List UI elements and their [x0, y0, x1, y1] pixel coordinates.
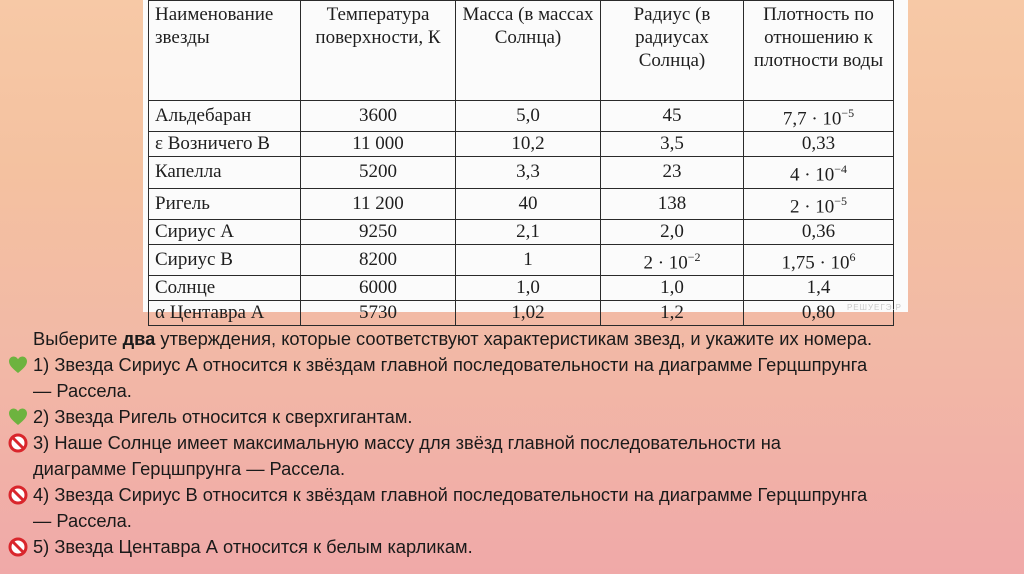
task-intro: Выберите два утверждения, которые соответствуют характеристикам звезд, и укажите их номера.	[33, 328, 873, 349]
table-row	[149, 301, 894, 326]
mass-cell: 3,3	[456, 157, 601, 188]
mass-cell: 1,02	[456, 301, 601, 326]
star-name-cell: Ригель	[149, 188, 301, 219]
radius-cell: $2 \cdot 10^{-2}$	[601, 244, 744, 275]
star-table-image	[143, 0, 908, 324]
statement-text: 5) Звезда Центавра А относится к белым карликам.	[33, 536, 473, 557]
statement-text: 2) Звезда Ригель относится к сверхгигантам.	[33, 406, 413, 427]
star-name-cell: Капелла	[149, 157, 301, 188]
table-header-row	[149, 1, 894, 101]
watermark: РЕШУЕГЭ.Р	[846, 303, 902, 312]
mass-cell: 1	[456, 244, 601, 275]
star-name-cell: ε Возничего В	[149, 132, 301, 157]
density-cell: 1,4	[744, 276, 894, 301]
table-row	[149, 132, 894, 157]
temperature-cell: 9250	[301, 219, 456, 244]
exponent: −5	[834, 193, 848, 208]
radius-cell: 45	[601, 101, 744, 132]
radius-cell: 1,2	[601, 301, 744, 326]
radius-cell: 1,0	[601, 276, 744, 301]
table-row	[149, 188, 894, 219]
density-cell: $1,75 \cdot 10^6$	[744, 244, 894, 275]
statement-text: 3) Наше Солнце имеет максимальную массу для звёзд главной последовательности на	[33, 432, 781, 453]
density-cell: 0,33	[744, 132, 894, 157]
temperature-cell: 11 200	[301, 188, 456, 219]
mass-cell: 2,1	[456, 219, 601, 244]
table-row	[149, 157, 894, 188]
mass-cell: 5,0	[456, 101, 601, 132]
table-row	[149, 276, 894, 301]
star-table	[148, 0, 894, 326]
exponent: −5	[841, 106, 855, 120]
statement-item	[8, 534, 1018, 560]
table-row	[149, 244, 894, 275]
statement-text: 4) Звезда Сириус В относится к звёздам главной последовательности на диаграмме Герцшпрунга	[33, 484, 868, 505]
star-name-cell: Солнце	[149, 276, 301, 301]
header-name: Наименование звезды	[149, 1, 301, 101]
temperature-cell: 3600	[301, 101, 456, 132]
radius-cell: 2,0	[601, 219, 744, 244]
mass-cell: 10,2	[456, 132, 601, 157]
table-row	[149, 101, 894, 132]
exponent: −4	[834, 162, 848, 177]
statement-text-continued: — Рассела.	[33, 510, 132, 531]
exponent: −2	[687, 249, 701, 264]
density-cell: $4 \cdot 10^{-4}$	[744, 157, 894, 188]
green-heart-icon	[8, 355, 28, 375]
exponent: 6	[849, 249, 856, 264]
radius-cell: 23	[601, 157, 744, 188]
statement-text-continued: диаграмме Герцшпрунга — Рассела.	[33, 458, 346, 479]
statement-text: 1) Звезда Сириус А относится к звёздам главной последовательности на диаграмме Герцшпрунга	[33, 354, 868, 375]
star-name-cell: Сириус А	[149, 219, 301, 244]
no-entry-icon	[8, 433, 28, 453]
star-name-cell: Сириус В	[149, 244, 301, 275]
temperature-cell: 8200	[301, 244, 456, 275]
table-row	[149, 219, 894, 244]
no-entry-icon	[8, 485, 28, 505]
header-density: Плотность по отношению к плотности воды	[744, 1, 894, 101]
statement-item	[8, 482, 1018, 534]
task-text	[8, 326, 1018, 560]
temperature-cell: 5200	[301, 157, 456, 188]
green-heart-icon	[8, 407, 28, 427]
statement-item	[8, 430, 1018, 482]
intro-emphasis: два	[122, 328, 156, 349]
star-name-cell: α Центавра А	[149, 301, 301, 326]
temperature-cell: 6000	[301, 276, 456, 301]
radius-cell: 3,5	[601, 132, 744, 157]
temperature-cell: 5730	[301, 301, 456, 326]
mass-cell: 40	[456, 188, 601, 219]
radius-cell: 138	[601, 188, 744, 219]
no-entry-icon	[8, 537, 28, 557]
star-name-cell: Альдебаран	[149, 101, 301, 132]
mass-cell: 1,0	[456, 276, 601, 301]
statement-item	[8, 352, 1018, 404]
header-temperature: Температура поверхности, К	[301, 1, 456, 101]
statement-text-continued: — Рассела.	[33, 380, 132, 401]
density-cell: 0,80	[744, 301, 894, 326]
temperature-cell: 11 000	[301, 132, 456, 157]
density-cell: 0,36	[744, 219, 894, 244]
header-radius: Радиус (в радиусах Солнца)	[601, 1, 744, 101]
density-cell: $2 \cdot 10^{-5}$	[744, 188, 894, 219]
header-mass: Масса (в массах Солнца)	[456, 1, 601, 101]
statement-item	[8, 404, 1018, 430]
density-cell: $7,7 \cdot 10^{-5}$	[744, 101, 894, 132]
